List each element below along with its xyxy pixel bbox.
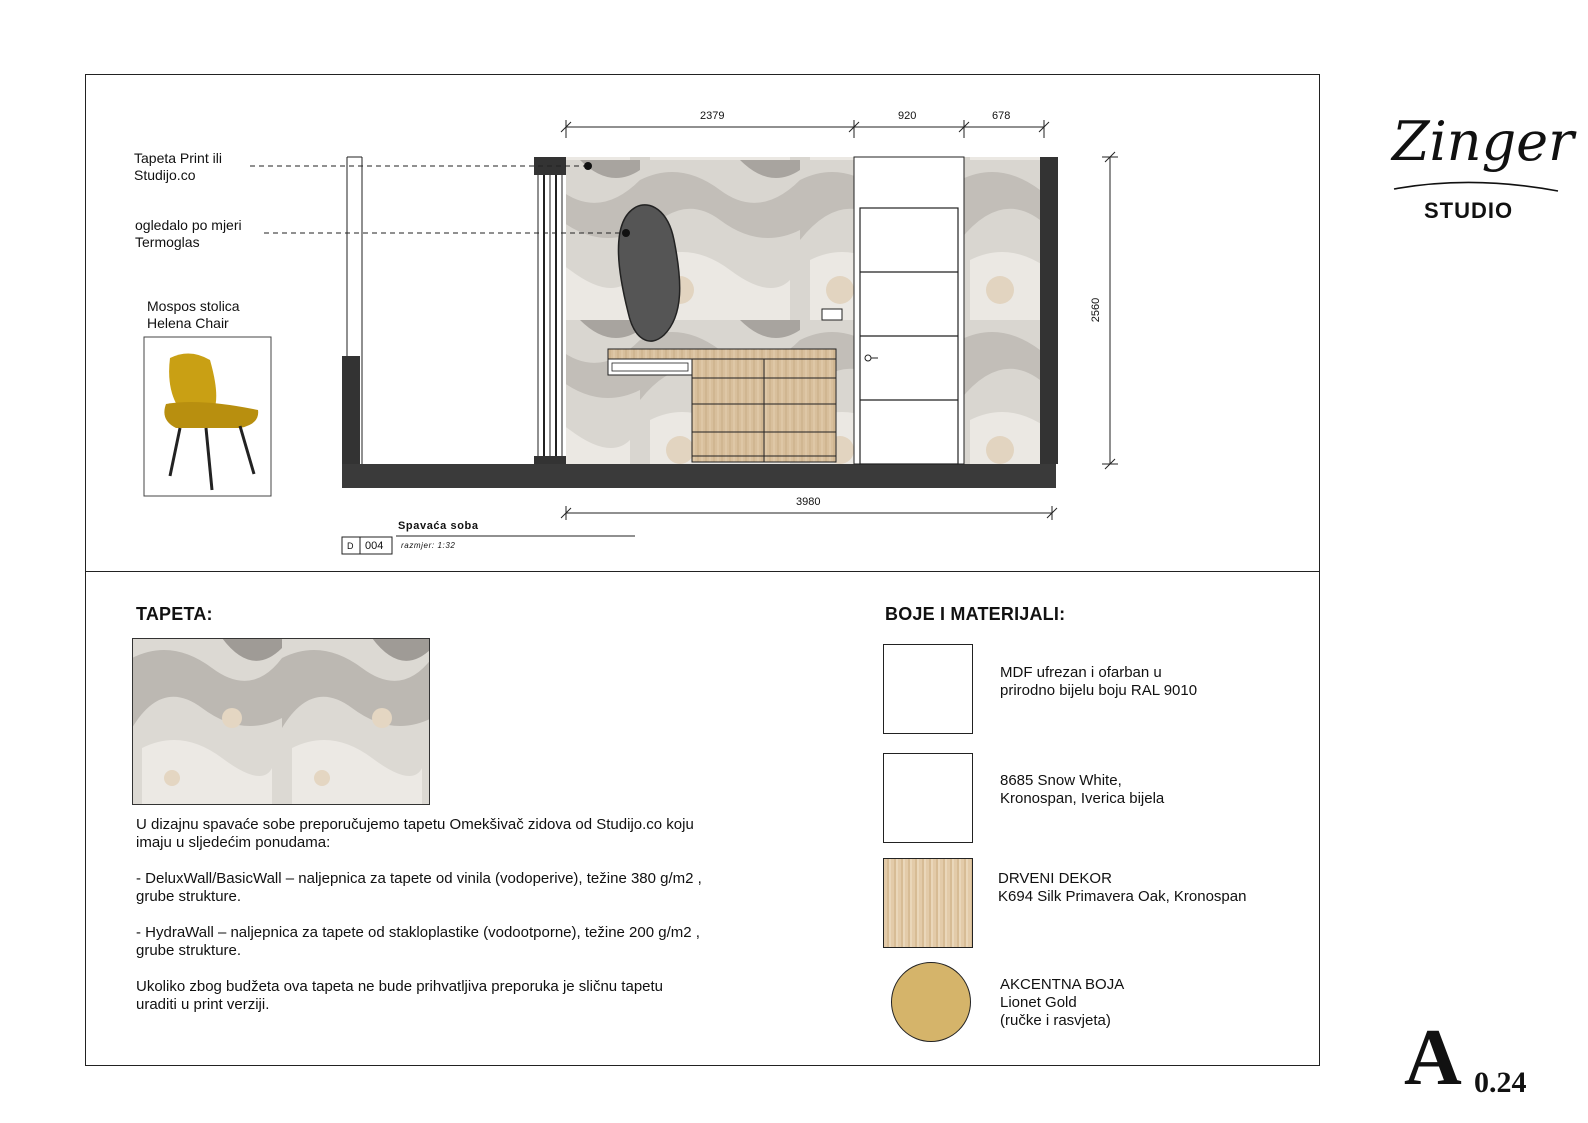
brand-logo-script: Zinger [1392, 110, 1574, 173]
wallpaper-paragraph-3: - HydraWall – naljepnica za tapete od stakloplastike (vodootporne), težine 200 g/m2 , grube strukture. [136, 924, 700, 959]
drawing-code: 004 [365, 540, 384, 552]
brand-logo-studio: STUDIO [1424, 198, 1514, 223]
right-wall-section [1040, 157, 1058, 464]
wallpaper-title: TAPETA: [136, 604, 213, 624]
dim-top-c: 678 [992, 110, 1011, 122]
page-letter: A [1404, 1014, 1462, 1102]
brand-swoosh-icon [1392, 175, 1562, 195]
swatch-mdf-white [883, 644, 973, 734]
material-mdf: MDF ufrezan i ofarban u prirodno bijelu boju RAL 9010 [1000, 664, 1198, 699]
callout-wallpaper: Tapeta Print ili Studijo.co [134, 150, 222, 183]
dim-top-b: 920 [898, 110, 917, 122]
dim-top-a: 2379 [700, 110, 725, 122]
wallpaper-paragraph-1: U dizajnu spavaće sobe preporučujemo tapetu Omekšivač zidova od Studijo.co koju imaju u sljedećim ponudama: [136, 816, 694, 851]
callout-chair: Mospos stolica Helena Chair [147, 298, 240, 331]
material-oak: DRVENI DEKOR K694 Silk Primavera Oak, Kronospan [998, 870, 1247, 905]
swatch-snow-white [883, 753, 973, 843]
drawing-prefix: D [347, 541, 354, 551]
material-accent: AKCENTNA BOJA Lionet Gold (ručke i rasvjeta) [1000, 976, 1125, 1029]
callout-mirror: ogledalo po mjeri Termoglas [135, 217, 242, 250]
dim-height: 2560 [1090, 297, 1103, 323]
material-snow-white: 8685 Snow White, Kronospan, Iverica bijela [1000, 772, 1165, 807]
wallpaper-paragraph-2: - DeluxWall/BasicWall – naljepnica za tapete od vinila (vodoperive), težine 380 g/m2 , grube strukture. [136, 870, 702, 905]
section-divider [85, 571, 1320, 572]
left-wall-section [342, 356, 360, 464]
dim-bottom: 3980 [796, 496, 821, 508]
wallpaper-sample-image [132, 638, 430, 805]
swatch-oak [883, 858, 973, 948]
drawing-title: Spavaća soba [398, 520, 479, 532]
drawing-scale: razmjer: 1:32 [401, 541, 456, 550]
wallpaper-paragraph-4: Ukoliko zbog budžeta ova tapeta ne bude prihvatljiva preporuka je sličnu tapetu uraditi u print verziji. [136, 978, 664, 1013]
page-number: 0.24 [1474, 1066, 1527, 1099]
materials-title: BOJE I MATERIJALI: [885, 604, 1066, 624]
floor-slab [342, 464, 1056, 488]
wall-socket [822, 309, 842, 320]
swatch-accent-gold [891, 962, 971, 1042]
dresser-top [608, 349, 836, 359]
